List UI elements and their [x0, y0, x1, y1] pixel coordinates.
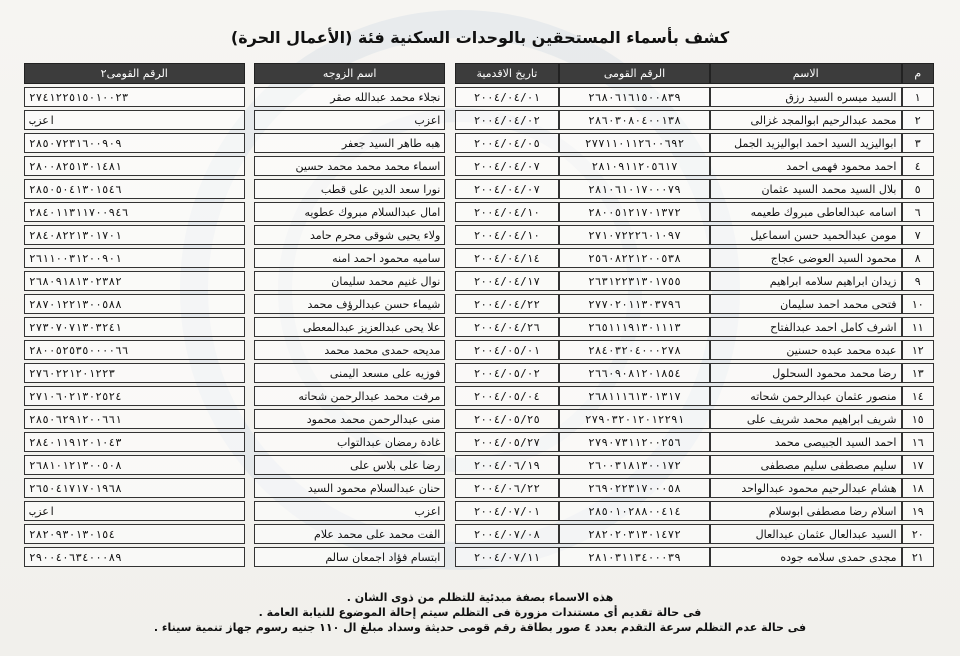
table-row — [24, 547, 934, 567]
beneficiary-name: احمد محمود فهمى احمد — [710, 156, 902, 176]
row-number: ١٨ — [902, 478, 935, 498]
wife-name: نوال غنيم محمد سليمان — [254, 271, 446, 291]
wife-national-id: ٢٨٢٠٩٣٠١٣٠١٥٤ — [24, 524, 245, 544]
wife-name: حنان عبدالسلام محمود السيد — [254, 478, 446, 498]
seniority-date: ٢٠٠٤/٠٤/١٠ — [455, 225, 559, 245]
cell-gap — [245, 133, 254, 153]
wife-name: غادة رمضان عبدالتواب — [254, 432, 446, 452]
seniority-date: ٢٠٠٤/٠٥/٠٤ — [455, 386, 559, 406]
cell-gap — [445, 271, 454, 291]
cell-gap — [445, 340, 454, 360]
national-id: ٢٧٩٠٧٣١١٢٠٠٢٥٦ — [559, 432, 710, 452]
seniority-date: ٢٠٠٤/٠٤/٢٦ — [455, 317, 559, 337]
beneficiary-name: ابواليزيد السيد احمد ابواليزيد الجمل — [710, 133, 902, 153]
cell-gap — [245, 363, 254, 383]
cell-gap — [245, 271, 254, 291]
note-line: هذه الاسماء بصفة مبدئية للتظلم من ذوى الشان . — [346, 591, 614, 604]
wife-name: مديحه حمدى محمد محمد — [254, 340, 446, 360]
wife-national-id: ٢٧٣٠٧٠٧١٣٠٣٢٤١ — [24, 317, 245, 337]
row-number: ١٣ — [902, 363, 935, 383]
beneficiary-name: عبده محمد عبده حسنين — [710, 340, 902, 360]
row-number: ٥ — [902, 179, 935, 199]
cell-gap — [245, 478, 254, 498]
national-id: ٢٦٩٠٢٢٣١٧٠٠٠٥٨ — [559, 478, 710, 498]
national-id: ٢٨٤٠٣٢٠٤٠٠٠٢٧٨ — [559, 340, 710, 360]
seniority-date: ٢٠٠٤/٠٤/٠١ — [455, 87, 559, 107]
national-id: ٢٨٥٠١٠٢٨٨٠٠٤١٤ — [559, 501, 710, 521]
seniority-date: ٢٠٠٤/٠٥/٢٥ — [455, 409, 559, 429]
seniority-date: ٢٠٠٤/٠٥/٠٢ — [455, 363, 559, 383]
national-id: ٢٧٧١١٠١١٢٦٠٠٦٩٢ — [559, 133, 710, 153]
beneficiary-name: السيد ميسره السيد رزق — [710, 87, 902, 107]
beneficiary-name: اسامه عبدالعاطى مبروك طعيمه — [710, 202, 902, 222]
table-row — [24, 225, 934, 245]
seniority-date: ٢٠٠٤/٠٧/٠٨ — [455, 524, 559, 544]
note-line: فى حالة تقديم أى مستندات مزورة فى التظلم سيتم إحالة الموضوع للنيابة العامة . — [258, 606, 702, 619]
cell-gap — [245, 432, 254, 452]
cell-gap — [445, 110, 454, 130]
table-row — [24, 478, 934, 498]
row-number: ٩ — [902, 271, 935, 291]
wife-name: اعزب — [254, 501, 446, 521]
cell-gap — [245, 386, 254, 406]
beneficiaries-table — [24, 60, 934, 570]
cell-gap — [245, 248, 254, 268]
seniority-date: ٢٠٠٤/٠٤/٠٧ — [455, 179, 559, 199]
row-number: ١٥ — [902, 409, 935, 429]
row-number: ١ — [902, 87, 935, 107]
beneficiary-name: اشرف كامل احمد عبدالفتاح — [710, 317, 902, 337]
seniority-date: ٢٠٠٤/٠٦/٢٢ — [455, 478, 559, 498]
wife-national-id: ٢٨٤٠٨٢٢١٣٠١٧٠١ — [24, 225, 245, 245]
beneficiary-name: بلال السيد محمد السيد عثمان — [710, 179, 902, 199]
beneficiary-name: اسلام رضا مصطفى ابوسلام — [710, 501, 902, 521]
seniority-date: ٢٠٠٤/٠٤/٠٧ — [455, 156, 559, 176]
wife-name: الفت محمد على محمد علام — [254, 524, 446, 544]
table-row — [24, 294, 934, 314]
cell-gap — [245, 294, 254, 314]
wife-name: نجلاء محمد عبدالله صقر — [254, 87, 446, 107]
row-number: ١٦ — [902, 432, 935, 452]
row-number: ١٧ — [902, 455, 935, 475]
wife-name: امال عبدالسلام مبروك عطويه — [254, 202, 446, 222]
national-id: ٢٨٢٠٢٠٣١٣٠١٤٧٢ — [559, 524, 710, 544]
national-id: ٢٧٩٠٣٢٠١٢٠١٢٢٩١ — [559, 409, 710, 429]
row-number: ١٠ — [902, 294, 935, 314]
wife-name: فوزيه على مسعد اليمنى — [254, 363, 446, 383]
beneficiary-name: زيدان ابراهيم سلامه ابراهيم — [710, 271, 902, 291]
seniority-date: ٢٠٠٤/٠٧/٠١ — [455, 501, 559, 521]
page-title: كشف بأسماء المستحقين بالوحدات السكنية فئة (الأعمال الحرة) — [230, 28, 730, 47]
table-row — [24, 87, 934, 107]
national-id: ٢٦٨١١١٦١٣٠١٣١٧ — [559, 386, 710, 406]
header-num: م — [902, 63, 935, 84]
seniority-date: ٢٠٠٤/٠٤/١٧ — [455, 271, 559, 291]
beneficiary-name: مومن عبدالحميد حسن اسماعيل — [710, 225, 902, 245]
table-row — [24, 501, 934, 521]
cell-gap — [445, 87, 454, 107]
national-id: ٢٨١٠٩١١٢٠٥٦١٧ — [559, 156, 710, 176]
wife-national-id: ٢٨٤٠١١٩١٢٠١٠٤٣ — [24, 432, 245, 452]
row-number: ٦ — [902, 202, 935, 222]
cell-gap — [445, 317, 454, 337]
seniority-date: ٢٠٠٤/٠٤/٢٢ — [455, 294, 559, 314]
wife-name: نورا سعد الدين على قطب — [254, 179, 446, 199]
wife-name: هبه طاهر السيد جعفر — [254, 133, 446, 153]
beneficiary-name: فتحى محمد احمد سليمان — [710, 294, 902, 314]
row-number: ٧ — [902, 225, 935, 245]
cell-gap — [445, 179, 454, 199]
table-row — [24, 202, 934, 222]
national-id: ٢٧١٠٧٢٢٢٦٠١٠٩٧ — [559, 225, 710, 245]
seniority-date: ٢٠٠٤/٠٥/٠١ — [455, 340, 559, 360]
table-row — [24, 317, 934, 337]
beneficiary-name: منصور عثمان عبدالرحمن شحاته — [710, 386, 902, 406]
row-number: ١٢ — [902, 340, 935, 360]
wife-national-id: ٢٨٠٠٨٢٥١٣٠١٤٨١ — [24, 156, 245, 176]
cell-gap — [445, 409, 454, 429]
cell-gap — [445, 156, 454, 176]
wife-national-id: اعزب — [24, 110, 245, 130]
wife-national-id: ٢٨٠٠٥٢٥٣٥٠٠٠٠٦٦ — [24, 340, 245, 360]
seniority-date: ٢٠٠٤/٠٤/٠٥ — [455, 133, 559, 153]
beneficiary-name: رضا محمد محمود السحلول — [710, 363, 902, 383]
table-header-row — [24, 63, 934, 84]
cell-gap — [445, 478, 454, 498]
beneficiary-name: شريف ابراهيم محمد شريف على — [710, 409, 902, 429]
table-row — [24, 524, 934, 544]
wife-national-id: ٢٨٤٠١١٣١١٧٠٠٩٤٦ — [24, 202, 245, 222]
cell-gap — [245, 340, 254, 360]
national-id: ٢٦٣١٢٢٣١٣٠١٧٥٥ — [559, 271, 710, 291]
national-id: ٢٦٥١١١٩١٣٠١١١٣ — [559, 317, 710, 337]
national-id: ٢٥٦٠٨٢٢١٢٠٠٥٣٨ — [559, 248, 710, 268]
table-row — [24, 248, 934, 268]
cell-gap — [445, 248, 454, 268]
seniority-date: ٢٠٠٤/٠٤/١٠ — [455, 202, 559, 222]
row-number: ٢ — [902, 110, 935, 130]
wife-national-id: ٢٨٥٠٧٢٣١٦٠٠٩٠٩ — [24, 133, 245, 153]
header-date: تاريخ الاقدمية — [455, 63, 559, 84]
beneficiary-name: احمد السيد الجبيصى محمد — [710, 432, 902, 452]
table-row — [24, 340, 934, 360]
header-gap — [245, 63, 254, 84]
cell-gap — [245, 110, 254, 130]
wife-name: ولاء يحيى شوقى محرم حامد — [254, 225, 446, 245]
row-number: ٢١ — [902, 547, 935, 567]
cell-gap — [445, 547, 454, 567]
wife-national-id: ٢٧٤١٢٢٥١٥٠١٠٠٢٣ — [24, 87, 245, 107]
notes — [0, 590, 960, 635]
row-number: ١٩ — [902, 501, 935, 521]
wife-name: ابتسام فؤاد اجمعان سالم — [254, 547, 446, 567]
table-row — [24, 156, 934, 176]
table-row — [24, 455, 934, 475]
wife-name: اعزب — [254, 110, 446, 130]
wife-name: منى عبدالرحمن محمد محمود — [254, 409, 446, 429]
beneficiary-name: محمد عبدالرحيم ابوالمجد غزالى — [710, 110, 902, 130]
cell-gap — [245, 317, 254, 337]
national-id: ٢٦٨٠٦١٦١٥٠٠٨٣٩ — [559, 87, 710, 107]
table-row — [24, 271, 934, 291]
wife-national-id: ٢٦٨٠٩١٨١٣٠٢٣٨٢ — [24, 271, 245, 291]
cell-gap — [245, 87, 254, 107]
wife-name: اسماء محمد محمد محمد حسين — [254, 156, 446, 176]
header-gap — [445, 63, 454, 84]
wife-national-id: ٢٦٥٠٤١٧١٧٠١٩٦٨ — [24, 478, 245, 498]
cell-gap — [445, 386, 454, 406]
beneficiary-name: هشام عبدالرحيم محمود عبدالواحد — [710, 478, 902, 498]
header-national-id-2: الرقم القومى٢ — [24, 63, 245, 84]
wife-national-id: اعزب — [24, 501, 245, 521]
table-row — [24, 409, 934, 429]
national-id: ٢٧٧٠٢٠١١٣٠٣٧٩٦ — [559, 294, 710, 314]
row-number: ٨ — [902, 248, 935, 268]
beneficiary-name: السيد عبدالعال عثمان عبدالعال — [710, 524, 902, 544]
header-wife: اسم الزوجه — [254, 63, 446, 84]
wife-national-id: ٢٨٥٠٦٢٩١٢٠٠٦٦١ — [24, 409, 245, 429]
cell-gap — [245, 202, 254, 222]
table-row — [24, 179, 934, 199]
cell-gap — [445, 133, 454, 153]
cell-gap — [445, 294, 454, 314]
wife-name: مرفت محمد عبدالرحمن شحاته — [254, 386, 446, 406]
table-row — [24, 363, 934, 383]
table-row — [24, 133, 934, 153]
row-number: ٢٠ — [902, 524, 935, 544]
cell-gap — [445, 524, 454, 544]
wife-name: شيماء حسن عبدالرؤف محمد — [254, 294, 446, 314]
beneficiary-name: سليم مصطفى سليم مصطفى — [710, 455, 902, 475]
cell-gap — [445, 363, 454, 383]
wife-national-id: ٢٨٥٠٥٠٤١٣٠١٥٤٦ — [24, 179, 245, 199]
wife-name: رضا على بلاس على — [254, 455, 446, 475]
national-id: ٢٨١٠٣١١٣٤٠٠٠٣٩ — [559, 547, 710, 567]
table-row — [24, 110, 934, 130]
cell-gap — [445, 501, 454, 521]
cell-gap — [445, 202, 454, 222]
cell-gap — [445, 225, 454, 245]
cell-gap — [445, 432, 454, 452]
seniority-date: ٢٠٠٤/٠٤/٠٢ — [455, 110, 559, 130]
header-name: الاسم — [710, 63, 902, 84]
wife-national-id: ٢٦٨١٠١٢١٣٠٠٥٠٨ — [24, 455, 245, 475]
wife-national-id: ٢٨٧٠١٢٢١٣٠٠٥٨٨ — [24, 294, 245, 314]
national-id: ٢٨١٠٦١٠١٧٠٠٠٧٩ — [559, 179, 710, 199]
cell-gap — [245, 547, 254, 567]
wife-national-id: ٢٦١١٠٠٣١٢٠٠٩٠١ — [24, 248, 245, 268]
national-id: ٢٨٦٠٣٠٨٠٤٠٠١٣٨ — [559, 110, 710, 130]
wife-name: ساميه محمود احمد امنه — [254, 248, 446, 268]
row-number: ٣ — [902, 133, 935, 153]
national-id: ٢٦٦٠٩٠٨١٢٠١٨٥٤ — [559, 363, 710, 383]
note-line: فى حالة عدم التظلم سرعة التقدم بعدد ٤ صور بطاقة رقم قومى حديثة وسداد مبلغ ال ١١٠ جنيه رسوم جهاز تنمية سيناء . — [153, 621, 807, 634]
cell-gap — [245, 501, 254, 521]
cell-gap — [245, 524, 254, 544]
header-national-id: الرقم القومى — [559, 63, 710, 84]
cell-gap — [445, 455, 454, 475]
wife-national-id: ٢٧١٠٦٠٢١٣٠٢٥٢٤ — [24, 386, 245, 406]
seniority-date: ٢٠٠٤/٠٥/٢٧ — [455, 432, 559, 452]
cell-gap — [245, 156, 254, 176]
cell-gap — [245, 225, 254, 245]
row-number: ٤ — [902, 156, 935, 176]
seniority-date: ٢٠٠٤/٠٦/١٩ — [455, 455, 559, 475]
wife-name: علا يحى عبدالعزيز عبدالمعطى — [254, 317, 446, 337]
cell-gap — [245, 455, 254, 475]
beneficiary-name: محمود السيد العوضى عجاج — [710, 248, 902, 268]
table-row — [24, 432, 934, 452]
seniority-date: ٢٠٠٤/٠٧/١١ — [455, 547, 559, 567]
seniority-date: ٢٠٠٤/٠٤/١٤ — [455, 248, 559, 268]
wife-national-id: ٢٧٦٠٢٢١٢٠١٢٢٣ — [24, 363, 245, 383]
wife-national-id: ٢٩٠٠٤٠٦٣٤٠٠٠٨٩ — [24, 547, 245, 567]
cell-gap — [245, 179, 254, 199]
row-number: ١١ — [902, 317, 935, 337]
row-number: ١٤ — [902, 386, 935, 406]
national-id: ٢٨٠٠٥١٢١٧٠١٣٧٢ — [559, 202, 710, 222]
cell-gap — [245, 409, 254, 429]
table-row — [24, 386, 934, 406]
national-id: ٢٦٠٠٣١٨١٣٠٠١٧٢ — [559, 455, 710, 475]
beneficiary-name: مجدى حمدى سلامه جوده — [710, 547, 902, 567]
